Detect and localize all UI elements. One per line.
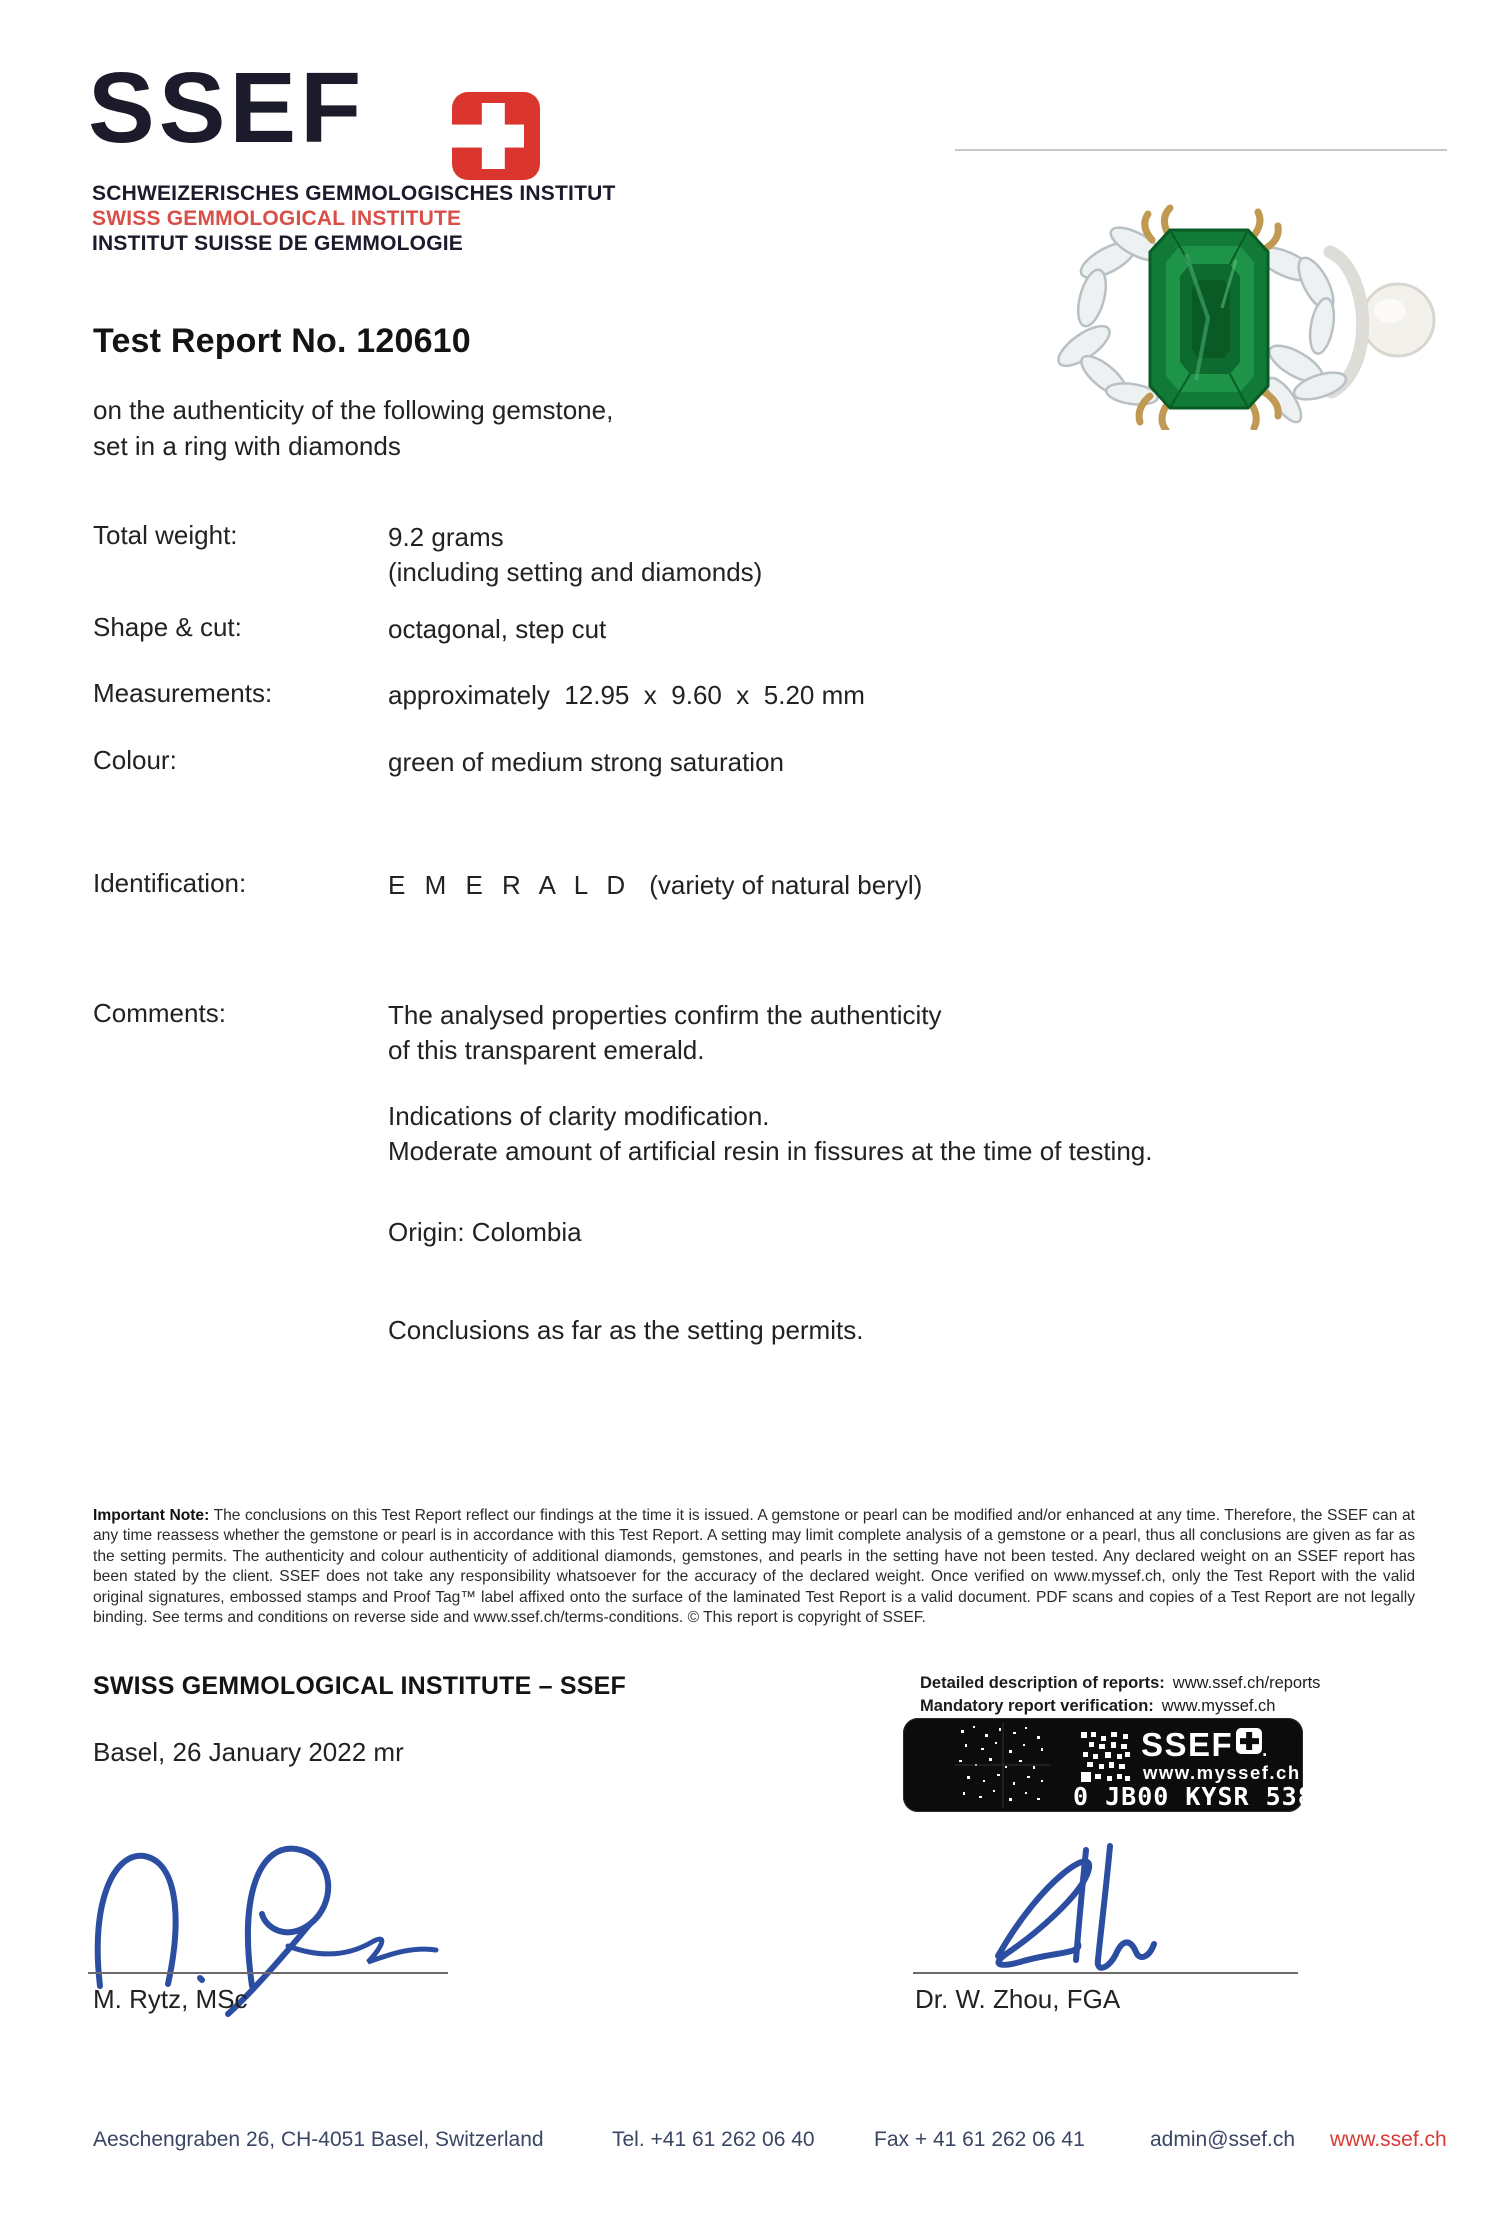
field-conclusions: Conclusions as far as the setting permits. [388, 1315, 864, 1345]
proof-tag-brand: SSEF . [1141, 1726, 1269, 1763]
ssef-logo-wordmark: SSEF [88, 52, 366, 164]
field-value-comments [388, 998, 1152, 1169]
field-value-shape-cut: octagonal, step cut [388, 614, 607, 644]
field-label-colour: Colour: [93, 745, 177, 775]
field-value-measurements: approximately 12.95 x 9.60 x 5.20 mm [388, 680, 865, 710]
footer-email: admin@ssef.ch [1150, 2128, 1296, 2151]
field-origin: Origin: Colombia [388, 1217, 582, 1247]
identification-variety-note: (variety of natural beryl) [649, 870, 923, 900]
important-note [93, 1506, 1420, 1628]
footer-telephone: Tel. +41 61 262 06 40 [612, 2128, 815, 2151]
intro-line-2: set in a ring with diamonds [93, 431, 401, 461]
signature-line-left [88, 1972, 448, 1974]
verification-links [920, 1672, 1320, 1718]
field-label-shape-cut: Shape & cut: [93, 612, 242, 642]
field-label-identification: Identification: [93, 868, 247, 898]
identification-gem-name: E M E R A L D [388, 870, 632, 900]
ring-band [1330, 252, 1434, 392]
ring-photo [1000, 168, 1440, 430]
date-line: Basel, 26 January 2022 mr [93, 1737, 404, 1767]
mandatory-verification-row: Mandatory report verification: www.myssef.ch [920, 1697, 1276, 1715]
field-value-total-weight: 9.2 grams (including setting and diamonds) [388, 522, 763, 587]
field-label-measurements: Measurements: [93, 678, 273, 708]
proof-tag-code: 0 JB00 KYSR 53889 [1073, 1782, 1346, 1811]
logo-subtitle-english: SWISS GEMMOLOGICAL INSTITUTE [92, 207, 462, 230]
comments-line-1: The analysed properties confirm the authenticity [388, 1000, 942, 1030]
report-intro [93, 392, 613, 464]
field-label-total-weight: Total weight: [93, 520, 238, 550]
footer-address: Aeschengraben 26, CH-4051 Basel, Switzerland [93, 2128, 544, 2151]
security-speckle-pattern [955, 1722, 1051, 1808]
swiss-cross-icon [452, 92, 540, 180]
logo-subtitle-german: SCHWEIZERISCHES GEMMOLOGISCHES INSTITUT [92, 182, 616, 205]
important-note-label: Important Note: [93, 1507, 210, 1524]
comments-line-4: Moderate amount of artificial resin in fissures at the time of testing. [388, 1136, 1153, 1166]
proof-tag-url: www.myssef.ch [1143, 1762, 1301, 1783]
signatory-name-right: Dr. W. Zhou, FGA [915, 1984, 1121, 2014]
detailed-description-row: Detailed description of reports: www.ssef.ch/reports [920, 1674, 1321, 1692]
intro-line-1: on the authenticity of the following gemstone, [93, 395, 614, 425]
qr-code-icon [1081, 1732, 1131, 1782]
logo-subtitle-french: INSTITUT SUISSE DE GEMMOLOGIE [92, 232, 463, 255]
footer-website: www.ssef.ch [1330, 2128, 1447, 2151]
field-label-comments: Comments: [93, 998, 226, 1028]
proof-tag-label [903, 1718, 1346, 1812]
field-value-colour: green of medium strong saturation [388, 747, 784, 777]
signature-line-right [913, 1972, 1298, 1974]
field-value-identification [388, 868, 922, 903]
swiss-cross-mini-icon [1236, 1728, 1262, 1754]
emerald-stone [1150, 230, 1268, 408]
footer-fax: Fax + 41 61 262 06 41 [874, 2128, 1085, 2151]
detailed-description-url: www.ssef.ch/reports [1172, 1674, 1321, 1692]
important-note-text: The conclusions on this Test Report reflect our findings at the time it is issued. A gemstone or pearl can be modified and/or enhanced at any time. Therefore, the SSEF can at any time reassess whether the gemstone or pearl is in accordance with this Test Report. A setting may limit complete analysis of a gemstone or a pearl, thus all conclusions are given as far as the setting permits. The authenticity and colour authenticity of additional diamonds, gemstones, and pearls in the setting have not been tested. Any declared weight on an SSEF report has been stated by the client. SSEF does not take any responsibility whatsoever for the accuracy of the declared weight. Once verified on www.myssef.ch, only the Test Report with the valid original signatures, embossed stamps and Proof Tag™ label affixed onto the surface of the laminated Test Report is a valid document. PDF scans and copies of a Test Report are not legally binding. See terms and conditions on reverse side and www.ssef.ch/terms-conditions. © This report is copyright of SSEF. [93, 1507, 1420, 1627]
header-divider-line [955, 149, 1447, 151]
comments-line-2: of this transparent emerald. [388, 1035, 705, 1065]
mandatory-verification-url: www.myssef.ch [1161, 1697, 1276, 1715]
comments-line-3: Indications of clarity modification. [388, 1101, 770, 1131]
signature-right [940, 1838, 1240, 1978]
signatory-name-left: M. Rytz, MSc [93, 1984, 248, 2014]
report-title: Test Report No. 120610 [93, 322, 471, 360]
institute-name-line: SWISS GEMMOLOGICAL INSTITUTE – SSEF [93, 1672, 626, 1700]
